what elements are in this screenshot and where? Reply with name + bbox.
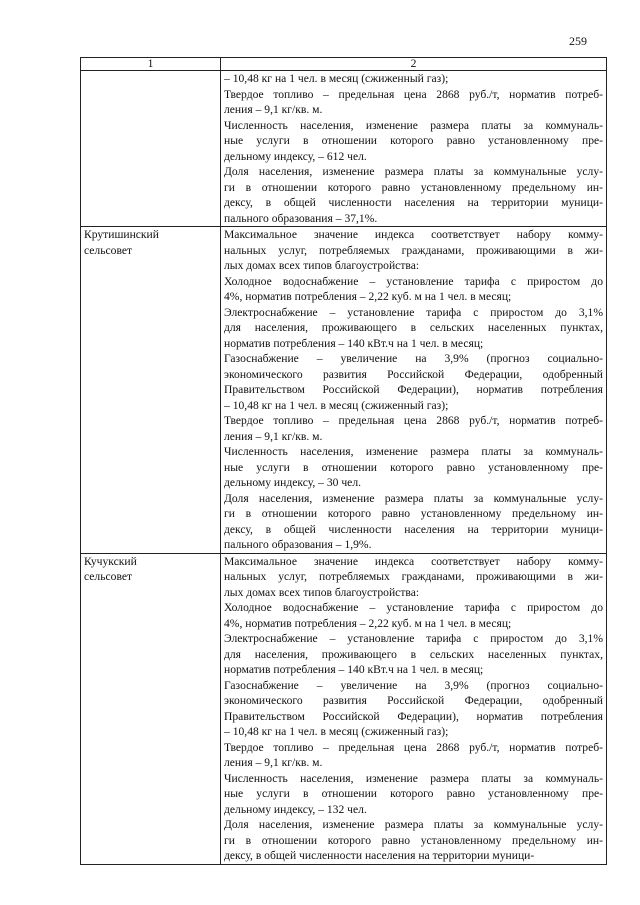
paragraph [224, 740, 603, 771]
text-line: пального образования – 1,9%. [224, 538, 372, 551]
paragraph [224, 817, 603, 864]
text-line: Правительством Российской Федерации), норматив потребления [224, 383, 603, 396]
region-cell [81, 227, 221, 554]
text-line: пального образования – 37,1%. [224, 211, 378, 225]
text-line: Доля населения, изменение размера платы за коммунальные услу- [224, 491, 603, 505]
text-line: Доля населения, изменение размера платы за коммунальные услу- [224, 165, 603, 178]
table-row [81, 227, 607, 554]
table-body [81, 71, 607, 865]
paragraph [224, 491, 603, 553]
paragraph [224, 771, 603, 818]
region-name-line: Крутишинский [84, 228, 159, 241]
text-line: Максимальное значение индекса соответствует набору комму- [224, 228, 603, 241]
text-line: Холодное водоснабжение – установление тарифа с приростом до [224, 601, 603, 614]
paragraph [224, 71, 603, 87]
paragraph [224, 678, 603, 740]
description-cell [221, 553, 607, 864]
text-line: ные услуги в отношении которого равно установленному пре- [224, 460, 603, 474]
text-line: Твердое топливо – предельная цена 2868 руб./т, норматив потреб- [224, 740, 603, 754]
paragraph [224, 554, 603, 601]
text-line: экономического развития Российской Федерации, одобренный [224, 694, 603, 707]
text-line: – 10,48 кг на 1 чел. в месяц (сжиженный газ); [224, 725, 449, 738]
table-row [81, 71, 607, 227]
text-line: норматив потребления – 140 кВт.ч на 1 чел. в месяц; [224, 336, 484, 350]
text-line: ги в отношении которого равно установленному предельному ин- [224, 507, 603, 520]
paragraph [224, 87, 603, 118]
text-line: для населения, проживающего в сельских населенных пунктах, [224, 321, 603, 334]
description-cell [221, 227, 607, 554]
text-line: ления – 9,1 кг/кв. м. [224, 756, 323, 769]
text-line: Правительством Российской Федерации), норматив потребления [224, 709, 603, 723]
region-cell [81, 553, 221, 864]
text-line: – 10,48 кг на 1 чел. в месяц (сжиженный газ); [224, 72, 449, 85]
text-line: Максимальное значение индекса соответствует набору комму- [224, 554, 603, 568]
text-line: ления – 9,1 кг/кв. м. [224, 103, 323, 116]
paragraph [224, 305, 603, 352]
text-line: норматив потребления – 140 кВт.ч на 1 чел. в месяц; [224, 663, 484, 676]
text-line: дексу, в общей численности населения на территории муници- [224, 849, 535, 862]
table-row [81, 553, 607, 864]
text-line: дексу, в общей численности населения на территории муници- [224, 196, 603, 209]
text-line: – 10,48 кг на 1 чел. в месяц (сжиженный газ); [224, 398, 449, 412]
paragraph [224, 164, 603, 226]
paragraph [224, 413, 603, 444]
text-line: Газоснабжение – увеличение на 3,9% (прогноз социально- [224, 678, 603, 692]
region-cell [81, 71, 221, 227]
text-line: дельному индексу, – 132 чел. [224, 802, 367, 816]
text-line: ные услуги в отношении которого равно установленному пре- [224, 134, 603, 147]
region-name-line: сельсовет [84, 570, 133, 583]
text-line: нальных услуг, потребляемых гражданами, проживающими в жи- [224, 570, 603, 583]
paragraph [224, 631, 603, 678]
text-line: дельному индексу, – 30 чел. [224, 476, 362, 489]
text-line: 4%, норматив потребления – 2,22 куб. м на 1 чел. в месяц; [224, 616, 512, 630]
text-line: Численность населения, изменение размера платы за коммуналь- [224, 445, 603, 458]
text-line: лых домах всех типов благоустройства: [224, 259, 420, 272]
paragraph [224, 600, 603, 631]
paragraph [224, 227, 603, 274]
text-line: Газоснабжение – увеличение на 3,9% (прогноз социально- [224, 352, 603, 365]
text-line: 4%, норматив потребления – 2,22 куб. м на 1 чел. в месяц; [224, 290, 512, 303]
description-cell [221, 71, 607, 227]
text-line: лых домах всех типов благоустройства: [224, 585, 420, 599]
table-header-row [81, 58, 607, 71]
paragraph [224, 274, 603, 305]
text-line: Численность населения, изменение размера платы за коммуналь- [224, 771, 603, 785]
text-line: Электроснабжение – установление тарифа с приростом до 3,1% [224, 632, 603, 645]
paragraph [224, 444, 603, 491]
text-line: Твердое топливо – предельная цена 2868 руб./т, норматив потреб- [224, 414, 603, 427]
text-line: Холодное водоснабжение – установление тарифа с приростом до [224, 274, 603, 288]
region-name-line: сельсовет [84, 243, 133, 257]
page-number: 259 [569, 34, 587, 48]
text-line: Численность населения, изменение размера платы за коммуналь- [224, 118, 603, 132]
text-line: ные услуги в отношении которого равно установленному пре- [224, 787, 603, 800]
text-line: ги в отношении которого равно установленному предельному ин- [224, 833, 603, 847]
text-line: Электроснабжение – установление тарифа с приростом до 3,1% [224, 305, 603, 319]
text-line: для населения, проживающего в сельских населенных пунктах, [224, 647, 603, 661]
text-line: дельному индексу, – 612 чел. [224, 149, 367, 163]
region-name-line: Кучукский [84, 554, 137, 568]
text-line: дексу, в общей численности населения на территории муници- [224, 522, 603, 536]
text-line: нальных услуг, потребляемых гражданами, проживающими в жи- [224, 243, 603, 257]
text-line: экономического развития Российской Федерации, одобренный [224, 367, 603, 381]
paragraph [224, 351, 603, 413]
text-line: ги в отношении которого равно установленному предельному ин- [224, 180, 603, 194]
text-line: Доля населения, изменение размера платы за коммунальные услу- [224, 818, 603, 831]
paragraph [224, 118, 603, 165]
text-line: Твердое топливо – предельная цена 2868 руб./т, норматив потреб- [224, 87, 603, 101]
document-table [80, 57, 607, 865]
text-line: ления – 9,1 кг/кв. м. [224, 429, 323, 443]
column-header-2: 2 [221, 58, 607, 71]
column-header-1: 1 [81, 58, 221, 71]
